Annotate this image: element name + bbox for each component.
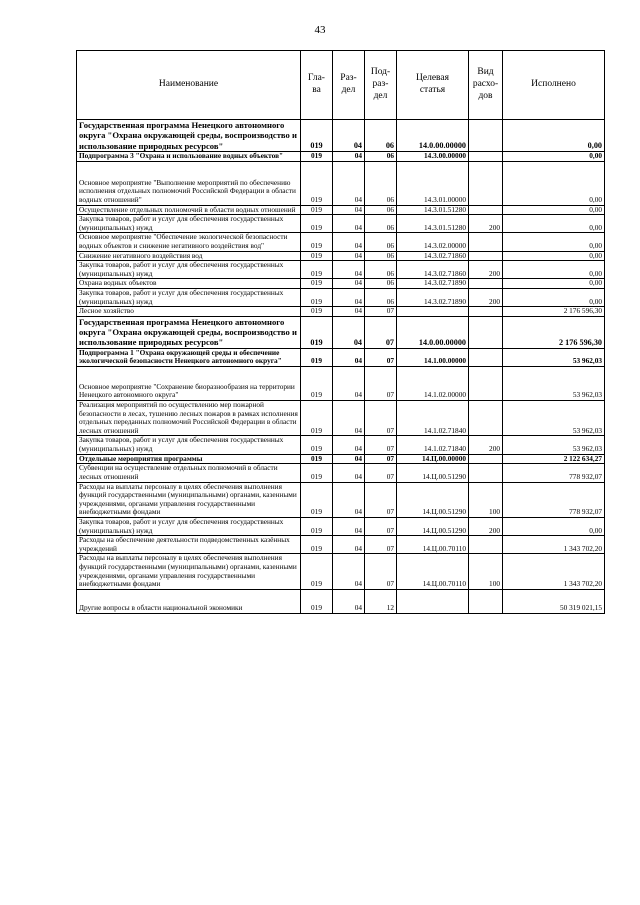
row-podrazdel: 07 <box>365 307 397 317</box>
row-razdel: 04 <box>333 454 365 464</box>
row-name: Расходы на обеспечение деятельности подведомственных казённых учреждений <box>77 536 301 554</box>
budget-table <box>76 50 605 614</box>
row-expense-type <box>469 307 503 317</box>
row-expense-type <box>469 251 503 261</box>
table-row <box>77 161 605 205</box>
row-executed: 778 932,07 <box>503 464 605 482</box>
row-expense-type <box>469 464 503 482</box>
row-expense-type: 200 <box>469 517 503 535</box>
row-glava: 019 <box>301 589 333 613</box>
row-razdel: 04 <box>333 205 365 215</box>
row-razdel: 04 <box>333 401 365 436</box>
row-razdel: 04 <box>333 251 365 261</box>
row-expense-type: 200 <box>469 215 503 233</box>
table-row <box>77 289 605 307</box>
row-razdel: 04 <box>333 436 365 454</box>
row-glava: 019 <box>301 517 333 535</box>
row-glava: 019 <box>301 401 333 436</box>
table-row <box>77 517 605 535</box>
row-podrazdel: 07 <box>365 464 397 482</box>
row-glava: 019 <box>301 215 333 233</box>
table-row <box>77 589 605 613</box>
table-row <box>77 367 605 401</box>
row-executed: 2 176 596,30 <box>503 307 605 317</box>
row-glava: 019 <box>301 120 333 152</box>
row-razdel: 04 <box>333 161 365 205</box>
row-glava: 019 <box>301 367 333 401</box>
row-podrazdel: 07 <box>365 482 397 517</box>
row-target-article: 14.Ц.00.00000 <box>397 454 469 464</box>
table-row <box>77 536 605 554</box>
row-glava: 019 <box>301 261 333 279</box>
row-target-article: 14.0.00.00000 <box>397 316 469 348</box>
row-target-article: 14.3.00.00000 <box>397 151 469 161</box>
row-glava: 019 <box>301 482 333 517</box>
row-glava: 019 <box>301 348 333 366</box>
row-glava: 019 <box>301 205 333 215</box>
row-target-article: 14.0.00.00000 <box>397 120 469 152</box>
row-razdel: 04 <box>333 289 365 307</box>
row-podrazdel: 06 <box>365 120 397 152</box>
header-name: Наименование <box>77 51 301 120</box>
row-target-article: 14.3.02.00000 <box>397 233 469 251</box>
table-row <box>77 482 605 517</box>
table-row <box>77 251 605 261</box>
row-glava: 019 <box>301 536 333 554</box>
row-expense-type <box>469 401 503 436</box>
row-glava: 019 <box>301 161 333 205</box>
row-target-article <box>397 307 469 317</box>
row-podrazdel: 12 <box>365 589 397 613</box>
header-executed: Исполнено <box>503 51 605 120</box>
table-row <box>77 436 605 454</box>
table-header-row <box>77 51 605 120</box>
row-podrazdel: 06 <box>365 251 397 261</box>
row-name: Основное мероприятие "Выполнение мероприятий по обеспечению исполнения отдельных полномочий Российской Федерации в области водных отношений" <box>77 161 301 205</box>
row-glava: 019 <box>301 233 333 251</box>
row-expense-type <box>469 348 503 366</box>
row-name: Основное мероприятие "Обеспечение экологической безопасности водных объектов и снижение негативного воздействия вод" <box>77 233 301 251</box>
row-razdel: 04 <box>333 233 365 251</box>
row-target-article: 14.3.02.71890 <box>397 289 469 307</box>
row-expense-type <box>469 589 503 613</box>
row-target-article: 14.3.02.71860 <box>397 251 469 261</box>
row-podrazdel: 07 <box>365 554 397 589</box>
row-podrazdel: 06 <box>365 261 397 279</box>
row-razdel: 04 <box>333 367 365 401</box>
row-expense-type <box>469 279 503 289</box>
row-name: Подпрограмма 1 "Охрана окружающей среды и обеспечение экологической безопасности Ненецкого автономного округа" <box>77 348 301 366</box>
row-glava: 019 <box>301 151 333 161</box>
row-name: Основное мероприятие "Сохранение биоразнообразия на территории Ненецкого автономного округа" <box>77 367 301 401</box>
row-razdel: 04 <box>333 279 365 289</box>
table-row <box>77 205 605 215</box>
row-podrazdel: 06 <box>365 205 397 215</box>
row-podrazdel: 07 <box>365 517 397 535</box>
row-name: Подпрограмма 3 "Охрана и использование водных объектов" <box>77 151 301 161</box>
row-name: Снижение негативного воздействия вод <box>77 251 301 261</box>
table-row <box>77 233 605 251</box>
row-glava: 019 <box>301 316 333 348</box>
row-target-article: 14.3.02.71860 <box>397 261 469 279</box>
table-row <box>77 279 605 289</box>
row-target-article: 14.Ц.00.70110 <box>397 554 469 589</box>
row-expense-type: 100 <box>469 482 503 517</box>
row-target-article: 14.3.01.00000 <box>397 161 469 205</box>
header-expense-type: Вид расхо- дов <box>469 51 503 120</box>
row-razdel: 04 <box>333 517 365 535</box>
row-razdel: 04 <box>333 554 365 589</box>
header-target-article: Целевая статья <box>397 51 469 120</box>
row-executed: 53 962,03 <box>503 401 605 436</box>
row-razdel: 04 <box>333 536 365 554</box>
row-razdel: 04 <box>333 215 365 233</box>
row-executed: 778 932,07 <box>503 482 605 517</box>
table-row <box>77 554 605 589</box>
row-executed: 50 319 021,15 <box>503 589 605 613</box>
row-podrazdel: 07 <box>365 316 397 348</box>
row-expense-type <box>469 454 503 464</box>
row-podrazdel: 07 <box>365 348 397 366</box>
row-executed: 2 122 634,27 <box>503 454 605 464</box>
row-podrazdel: 06 <box>365 289 397 307</box>
row-target-article: 14.1.00.00000 <box>397 348 469 366</box>
row-target-article: 14.Ц.00.70110 <box>397 536 469 554</box>
row-glava: 019 <box>301 279 333 289</box>
row-name: Осуществление отдельных полномочий в области водных отношений <box>77 205 301 215</box>
row-expense-type <box>469 205 503 215</box>
row-name: Государственная программа Ненецкого автономного округа "Охрана окружающей среды, воспроизводство и использование природных ресурсов" <box>77 316 301 348</box>
row-podrazdel: 06 <box>365 215 397 233</box>
row-executed: 0,00 <box>503 261 605 279</box>
row-executed: 0,00 <box>503 279 605 289</box>
row-expense-type: 200 <box>469 436 503 454</box>
row-name: Другие вопросы в области национальной экономики <box>77 589 301 613</box>
table-row <box>77 151 605 161</box>
row-target-article: 14.3.02.71890 <box>397 279 469 289</box>
row-executed: 0,00 <box>503 120 605 152</box>
row-name: Лесное хозяйство <box>77 307 301 317</box>
table-row <box>77 215 605 233</box>
row-target-article: 14.Ц.00.51290 <box>397 517 469 535</box>
row-name: Закупка товаров, работ и услуг для обеспечения государственных (муниципальных) нужд <box>77 517 301 535</box>
table-row <box>77 464 605 482</box>
row-glava: 019 <box>301 464 333 482</box>
row-expense-type <box>469 367 503 401</box>
row-expense-type <box>469 233 503 251</box>
row-podrazdel: 07 <box>365 367 397 401</box>
row-podrazdel: 07 <box>365 536 397 554</box>
row-podrazdel: 07 <box>365 436 397 454</box>
row-expense-type: 200 <box>469 289 503 307</box>
row-executed: 2 176 596,30 <box>503 316 605 348</box>
row-expense-type <box>469 536 503 554</box>
row-glava: 019 <box>301 251 333 261</box>
row-expense-type: 200 <box>469 261 503 279</box>
table-row <box>77 261 605 279</box>
row-target-article: 14.3.01.51280 <box>397 215 469 233</box>
table-row <box>77 316 605 348</box>
row-razdel: 04 <box>333 120 365 152</box>
row-executed: 53 962,03 <box>503 367 605 401</box>
row-executed: 53 962,03 <box>503 348 605 366</box>
row-name: Субвенции на осуществление отдельных полномочий в области лесных отношений <box>77 464 301 482</box>
row-glava: 019 <box>301 554 333 589</box>
row-razdel: 04 <box>333 589 365 613</box>
row-podrazdel: 06 <box>365 233 397 251</box>
row-podrazdel: 07 <box>365 401 397 436</box>
row-podrazdel: 06 <box>365 161 397 205</box>
row-glava: 019 <box>301 454 333 464</box>
page-number: 43 <box>314 24 326 36</box>
row-name: Расходы на выплаты персоналу в целях обеспечения выполнения функций государственными (муниципальными) органами, казенными учреждениями, органами управления государственными внебюджетными фондами <box>77 482 301 517</box>
table-row <box>77 120 605 152</box>
row-razdel: 04 <box>333 348 365 366</box>
row-target-article <box>397 589 469 613</box>
row-name: Закупка товаров, работ и услуг для обеспечения государственных (муниципальных) нужд <box>77 289 301 307</box>
row-name: Закупка товаров, работ и услуг для обеспечения государственных (муниципальных) нужд <box>77 436 301 454</box>
row-razdel: 04 <box>333 316 365 348</box>
row-expense-type <box>469 316 503 348</box>
row-name: Расходы на выплаты персоналу в целях обеспечения выполнения функций государственными (муниципальными) органами, казенными учреждениями, органами управления государственными внебюджетными фондами <box>77 554 301 589</box>
row-razdel: 04 <box>333 261 365 279</box>
header-glava: Гла- ва <box>301 51 333 120</box>
header-razdel: Раз- дел <box>333 51 365 120</box>
row-name: Государственная программа Ненецкого автономного округа "Охрана окружающей среды, воспроизводство и использование природных ресурсов" <box>77 120 301 152</box>
row-razdel: 04 <box>333 482 365 517</box>
row-executed: 0,00 <box>503 517 605 535</box>
row-glava: 019 <box>301 436 333 454</box>
row-executed: 0,00 <box>503 233 605 251</box>
row-name: Охрана водных объектов <box>77 279 301 289</box>
row-podrazdel: 06 <box>365 151 397 161</box>
row-podrazdel: 07 <box>365 454 397 464</box>
row-target-article: 14.1.02.71840 <box>397 436 469 454</box>
row-expense-type: 100 <box>469 554 503 589</box>
row-glava: 019 <box>301 289 333 307</box>
row-razdel: 04 <box>333 464 365 482</box>
row-executed: 0,00 <box>503 205 605 215</box>
row-executed: 0,00 <box>503 251 605 261</box>
row-executed: 1 343 702,20 <box>503 554 605 589</box>
row-podrazdel: 06 <box>365 279 397 289</box>
table-row <box>77 348 605 366</box>
row-target-article: 14.Ц.00.51290 <box>397 482 469 517</box>
row-name: Закупка товаров, работ и услуг для обеспечения государственных (муниципальных) нужд <box>77 215 301 233</box>
table-row <box>77 401 605 436</box>
row-executed: 0,00 <box>503 215 605 233</box>
row-name: Отдельные мероприятия программы <box>77 454 301 464</box>
row-razdel: 04 <box>333 151 365 161</box>
row-target-article: 14.Ц.00.51290 <box>397 464 469 482</box>
row-executed: 53 962,03 <box>503 436 605 454</box>
row-name: Реализация мероприятий по осуществлению мер пожарной безопасности в лесах, тушению лесных пожаров в рамках исполнения отдельных переданных полномочий Российской Федерации в области лесных отношений <box>77 401 301 436</box>
row-target-article: 14.3.01.51280 <box>397 205 469 215</box>
row-expense-type <box>469 151 503 161</box>
row-expense-type <box>469 161 503 205</box>
row-target-article: 14.1.02.00000 <box>397 367 469 401</box>
row-target-article: 14.1.02.71840 <box>397 401 469 436</box>
row-name: Закупка товаров, работ и услуг для обеспечения государственных (муниципальных) нужд <box>77 261 301 279</box>
row-razdel: 04 <box>333 307 365 317</box>
row-executed: 1 343 702,20 <box>503 536 605 554</box>
row-expense-type <box>469 120 503 152</box>
row-executed: 0,00 <box>503 151 605 161</box>
row-executed: 0,00 <box>503 289 605 307</box>
row-executed: 0,00 <box>503 161 605 205</box>
header-podrazdel: Под- раз- дел <box>365 51 397 120</box>
table-row <box>77 307 605 317</box>
table-row <box>77 454 605 464</box>
row-glava: 019 <box>301 307 333 317</box>
